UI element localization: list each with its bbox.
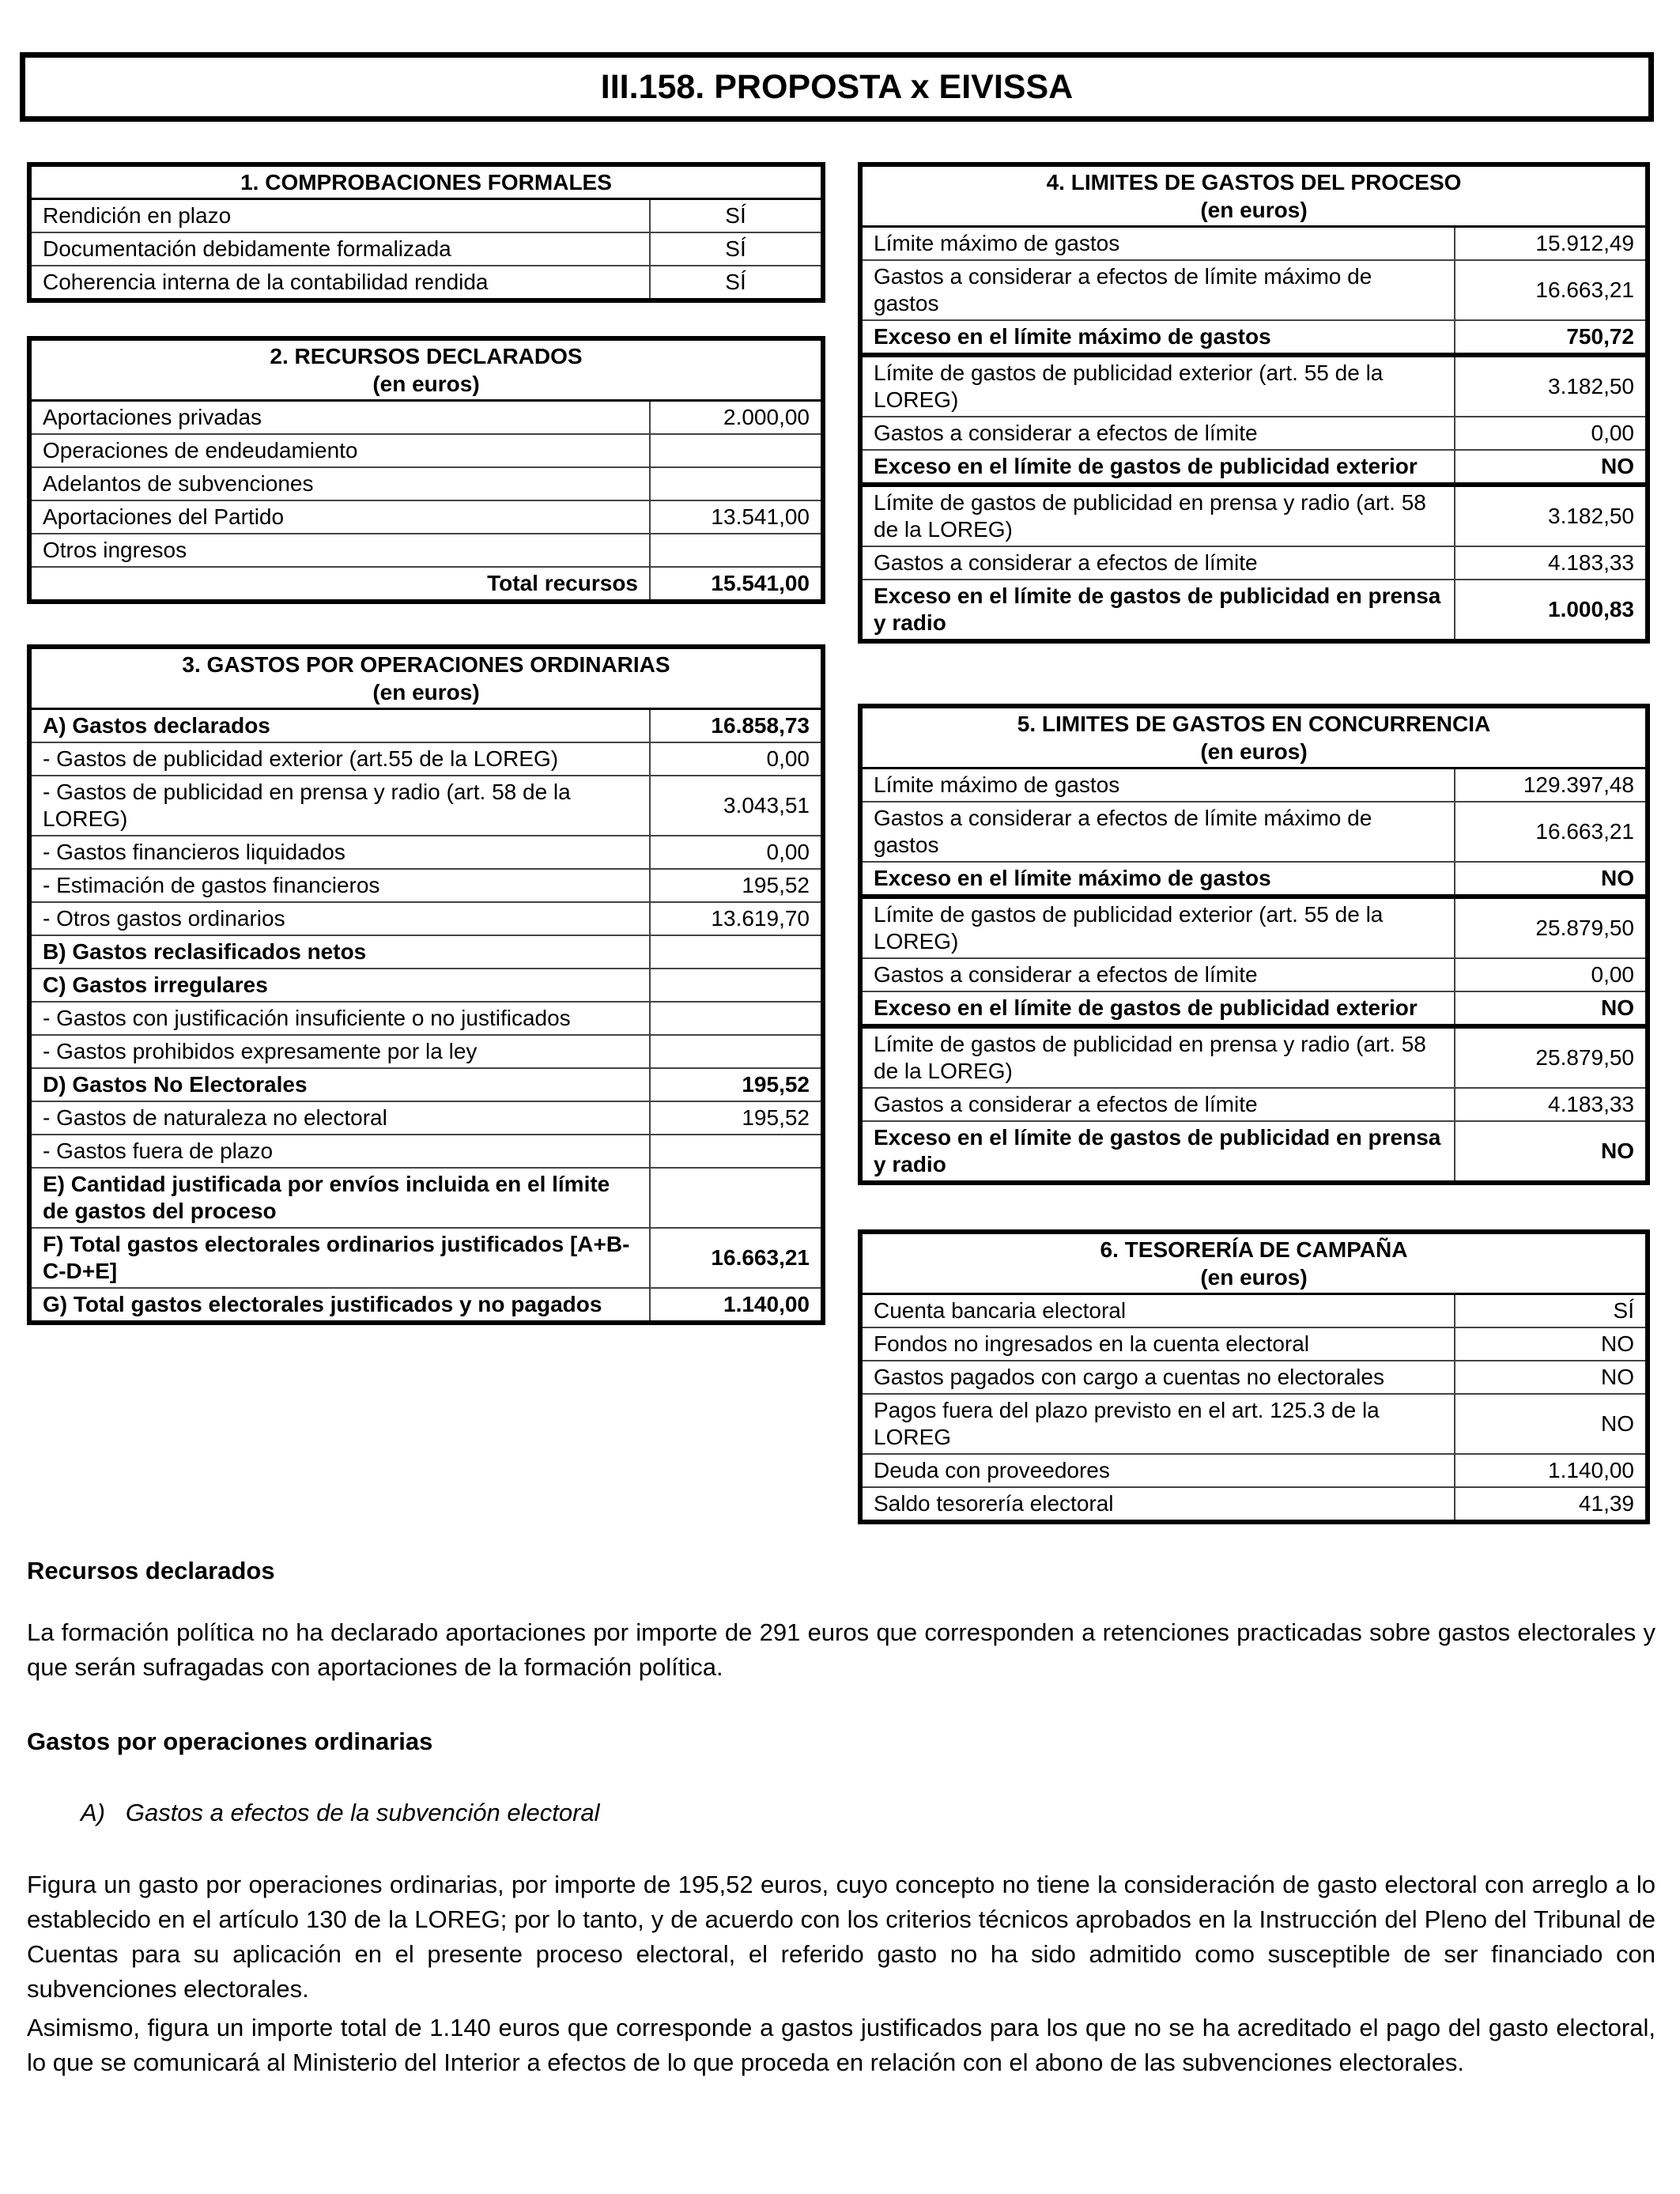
table-row: Fondos no ingresados en la cuenta electoral NO [860, 1327, 1648, 1361]
table-row: Gastos a considerar a efectos de límite 0,00 [860, 417, 1648, 450]
table-subtitle: (en euros) [1200, 739, 1308, 764]
table-row: - Otros gastos ordinarios 13.619,70 [29, 902, 823, 935]
section-heading-ordinary-expenses: Gastos por operaciones ordinarias [27, 1728, 433, 1755]
table-row: - Gastos fuera de plazo [29, 1135, 823, 1168]
table-row: A) Gastos declarados 16.858,73 [29, 709, 823, 743]
process-spending-limits-table [858, 162, 1650, 644]
table-row: B) Gastos reclasificados netos [29, 935, 823, 969]
paragraph-resources: La formación política no ha declarado aportaciones por importe de 291 euros que corresponden a retenciones practicadas sobre gastos electorales y que serán sufragadas con aportaciones de la formación política. [27, 1618, 1655, 1681]
table-row: - Gastos de naturaleza no electoral 195,52 [29, 1101, 823, 1135]
table-row: G) Total gastos electorales justificados y no pagados 1.140,00 [29, 1288, 823, 1323]
subsection-marker: A) [81, 1799, 105, 1826]
declared-resources-table [27, 336, 825, 604]
table-row: Gastos pagados con cargo a cuentas no electorales NO [860, 1361, 1648, 1394]
table-row: - Gastos prohibidos expresamente por la ley [29, 1035, 823, 1068]
table-title: 6. TESORERÍA DE CAMPAÑA [1100, 1237, 1408, 1262]
table-row: Adelantos de subvenciones [29, 467, 823, 500]
table-row: Exceso en el límite máximo de gastos 750,72 [860, 320, 1648, 355]
table-row: Límite de gastos de publicidad en prensa y radio (art. 58 de la LOREG) 25.879,50 [860, 1026, 1648, 1088]
table-row: Gastos a considerar a efectos de límite 4.183,33 [860, 1088, 1648, 1121]
formal-checks-table [27, 162, 825, 303]
table-row: Límite máximo de gastos 129.397,48 [860, 768, 1648, 802]
table-subtitle: (en euros) [372, 680, 480, 704]
section-heading-resources: Recursos declarados [27, 1557, 275, 1584]
paragraph-non-electoral-expense: Figura un gasto por operaciones ordinarias, por importe de 195,52 euros, cuyo concepto no tiene la consideración de gasto electoral con arreglo a lo establecido en el artículo 130 de la LOREG; por lo tanto, y de acuerdo con los criterios técnicos aprobados en la Instrucción del Pleno del Tribunal de Cuentas para su aplicación en el presente proceso electoral, el referido gasto no ha sido admitido como susceptible de ser financiado con subvenciones electorales. [27, 1871, 1655, 2003]
table-row: Gastos a considerar a efectos de límite máximo de gastos 16.663,21 [860, 260, 1648, 320]
subsection-heading [81, 1796, 1583, 1830]
table-row: Límite de gastos de publicidad en prensa y radio (art. 58 de la LOREG) 3.182,50 [860, 485, 1648, 546]
table-row: Gastos a considerar a efectos de límite máximo de gastos 16.663,21 [860, 802, 1648, 862]
table-title: 3. GASTOS POR OPERACIONES ORDINARIAS [182, 652, 670, 677]
table-title: 5. LIMITES DE GASTOS EN CONCURRENCIA [1017, 712, 1491, 736]
table-row: Documentación debidamente formalizada SÍ [29, 232, 823, 266]
table-row: Rendición en plazo SÍ [29, 199, 823, 233]
table-row: Gastos a considerar a efectos de límite 4.183,33 [860, 546, 1648, 580]
table-row: Límite máximo de gastos 15.912,49 [860, 227, 1648, 261]
total-row: Total recursos 15.541,00 [29, 567, 823, 602]
table-row: F) Total gastos electorales ordinarios justificados [A+B-C-D+E] 16.663,21 [29, 1228, 823, 1288]
table-row: Exceso en el límite de gastos de publicidad en prensa y radio 1.000,83 [860, 580, 1648, 641]
campaign-treasury-table [858, 1229, 1650, 1524]
table-row: - Gastos de publicidad en prensa y radio (art. 58 de la LOREG) 3.043,51 [29, 776, 823, 836]
table-title: 1. COMPROBACIONES FORMALES [29, 164, 823, 199]
table-row: C) Gastos irregulares [29, 969, 823, 1002]
table-row: Aportaciones del Partido 13.541,00 [29, 500, 823, 534]
table-subtitle: (en euros) [1200, 1265, 1308, 1290]
table-row: Operaciones de endeudamiento [29, 434, 823, 467]
table-row: Pagos fuera del plazo previsto en el art. 125.3 de la LOREG NO [860, 1394, 1648, 1454]
table-row: D) Gastos No Electorales 195,52 [29, 1068, 823, 1101]
table-row: Exceso en el límite de gastos de publicidad en prensa y radio NO [860, 1121, 1648, 1183]
table-row: - Gastos financieros liquidados 0,00 [29, 836, 823, 869]
page-title: III.158. PROPOSTA x EIVISSA [20, 52, 1654, 122]
table-title: 4. LIMITES DE GASTOS DEL PROCESO [1046, 170, 1462, 194]
table-row: Exceso en el límite de gastos de publicidad exterior NO [860, 450, 1648, 485]
paragraph-unpaid-expenses: Asimismo, figura un importe total de 1.140 euros que corresponde a gastos justificados para los que no se ha acreditado el pago del gasto electoral, lo que se comunicará al Ministerio del Interior a efectos de lo que proceda en relación con el abono de las subvenciones electorales. [27, 2014, 1655, 2076]
table-row: - Estimación de gastos financieros 195,52 [29, 869, 823, 902]
table-row: Deuda con proveedores 1.140,00 [860, 1454, 1648, 1487]
table-row: Saldo tesorería electoral 41,39 [860, 1487, 1648, 1522]
table-row: Otros ingresos [29, 534, 823, 567]
table-row: Aportaciones privadas 2.000,00 [29, 401, 823, 435]
table-row: Límite de gastos de publicidad exterior (art. 55 de la LOREG) 25.879,50 [860, 897, 1648, 958]
subsection-title: Gastos a efectos de la subvención electoral [125, 1799, 600, 1826]
table-row: - Gastos de publicidad exterior (art.55 de la LOREG) 0,00 [29, 742, 823, 776]
table-row: Límite de gastos de publicidad exterior (art. 55 de la LOREG) 3.182,50 [860, 355, 1648, 417]
table-subtitle: (en euros) [372, 372, 480, 396]
table-title: 2. RECURSOS DECLARADOS [270, 344, 583, 368]
table-row: Coherencia interna de la contabilidad rendida SÍ [29, 266, 823, 300]
table-row: - Gastos con justificación insuficiente o no justificados [29, 1002, 823, 1035]
table-row: E) Cantidad justificada por envíos incluida en el límite de gastos del proceso [29, 1168, 823, 1228]
concurrent-spending-limits-table [858, 704, 1650, 1185]
table-subtitle: (en euros) [1200, 198, 1308, 222]
table-row: Cuenta bancaria electoral SÍ [860, 1294, 1648, 1328]
table-row: Exceso en el límite máximo de gastos NO [860, 862, 1648, 897]
table-row: Gastos a considerar a efectos de límite 0,00 [860, 958, 1648, 991]
table-row: Exceso en el límite de gastos de publicidad exterior NO [860, 991, 1648, 1026]
ordinary-expenses-table [27, 644, 825, 1325]
